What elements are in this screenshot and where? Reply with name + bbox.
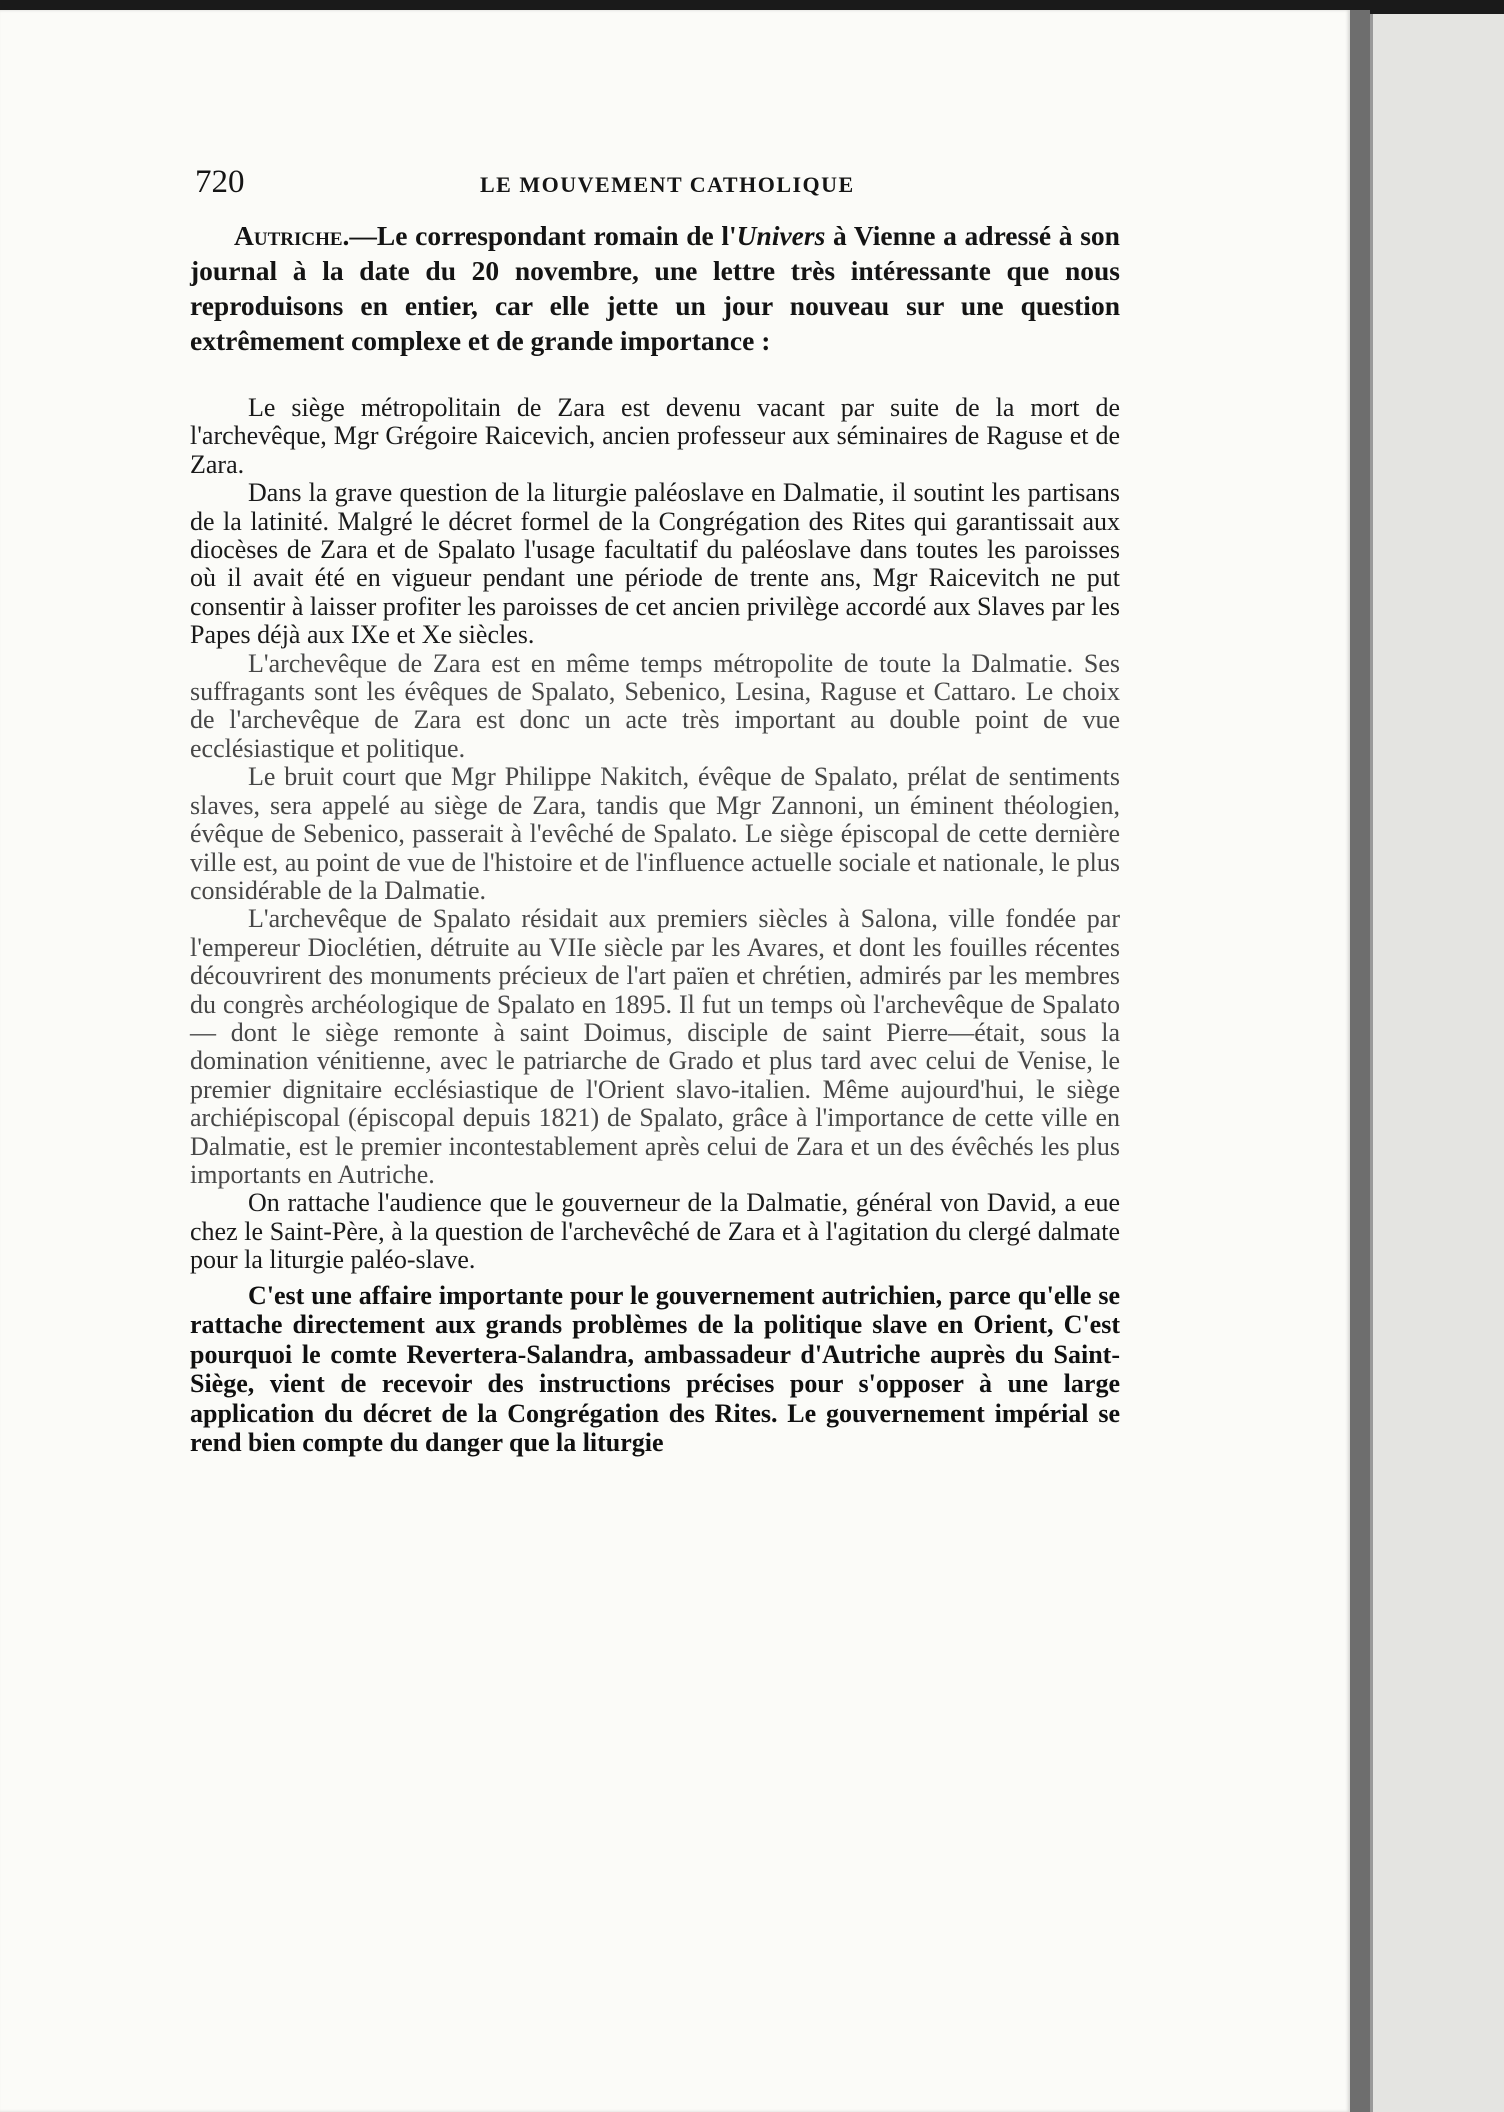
letter-paragraph-4: Le bruit court que Mgr Philippe Nakitch, évêque de Spalato, prélat de sentiments slaves, sera appelé au siège de Zara, tandis que Mgr Zannoni, un éminent théologien, évêque de Sebenico, passerait à l'evêché de Spalato. Le siège épiscopal de cette dernière ville est, au point de vue de l'histoire et de l'influence actuelle sociale et nationale, le plus considérable de la Dalmatie.: [190, 762, 1120, 905]
letter-paragraph-1: Le siège métropolitain de Zara est devenu vacant par suite de la mort de l'archevêque, Mgr Grégoire Raicevich, ancien professeur aux séminaires de Raguse et de Zara.: [190, 393, 1120, 479]
letter-paragraph-6: On rattache l'audience que le gouverneur de la Dalmatie, général von David, a eue chez le Saint-Père, à la question de l'archevêché de Zara et à l'agitation du clergé dalmate pour la liturgie paléo-slave.: [190, 1188, 1120, 1275]
running-head: LE MOUVEMENT CATHOLIQUE: [480, 172, 855, 197]
section-lead: Autriche.: [234, 220, 350, 251]
intro-text-start: —Le correspondant romain de l': [349, 220, 737, 251]
letter-paragraph-7: C'est une affaire importante pour le gouvernement autrichien, parce qu'elle se rattache directement aux grands problèmes de la politique slave en Orient, C'est pourquoi le comte Revertera-Salandra, ambassadeur d'Autriche auprès du Saint-Siège, vient de recevoir des instructions précises pour s'opposer à une large application du décret de la Congrégation des Rites. Le gouvernement impérial se rend bien compte du danger que la liturgie: [190, 1280, 1120, 1458]
adjacent-page-edge: [1370, 14, 1504, 2112]
intro-text-end: à Vienne a adressé à son journal à la date du 20 novembre, une lettre très intéressante que nous reproduisons en entier, car elle jette un jour nouveau sur une question extrêmement complexe et de grande importance :: [190, 220, 1120, 356]
page-number: 720: [195, 164, 245, 200]
article-body: [190, 218, 1120, 1458]
intro-paragraph: [190, 218, 1120, 358]
quoted-letter: [190, 394, 1120, 1458]
newspaper-title: Univers: [736, 220, 826, 251]
letter-paragraph-3: L'archevêque de Zara est en même temps métropolite de toute la Dalmatie. Ses suffragants sont les évêques de Spalato, Sebenico, Lesina, Raguse et Cattaro. Le choix de l'archevêque de Zara est donc un acte très important au double point de vue ecclésiastique et politique.: [190, 648, 1120, 763]
letter-paragraph-2: Dans la grave question de la liturgie paléoslave en Dalmatie, il soutint les partisans de la latinité. Malgré le décret formel de la Congrégation des Rites qui garantissait aux diocèses de Zara et de Spalato l'usage facultatif du paléoslave dans toutes les paroisses où il avait été en vigueur pendant une période de trente ans, Mgr Raicevitch ne put consentir à laisser profiter les paroisses de cet ancien privilège accordé aux Slaves par les Papes déjà aux IXe et Xe siècles.: [190, 478, 1120, 650]
page-header: [195, 164, 1115, 204]
page-gutter-shadow: [1350, 10, 1370, 2112]
letter-paragraph-5: L'archevêque de Spalato résidait aux premiers siècles à Salona, ville fondée par l'empereur Dioclétien, détruite au VIIe siècle par les Avares, et dont les fouilles récentes découvrirent des monuments précieux de l'art païen et chrétien, admirés par les membres du congrès archéologique de Spalato en 1895. Il fut un temps où l'archevêque de Spalato — dont le siège remonte à saint Doimus, disciple de saint Pierre—était, sous la domination vénitienne, avec le patriarche de Grado et plus tard avec celui de Venise, le premier dignitaire ecclésiastique de l'Orient slavo-italien. Même aujourd'hui, le siège archiépiscopal (épiscopal depuis 1821) de Spalato, grâce à l'importance de cette ville en Dalmatie, est le premier incontestablement après celui de Zara et un des évêchés les plus importants en Autriche.: [190, 904, 1120, 1189]
